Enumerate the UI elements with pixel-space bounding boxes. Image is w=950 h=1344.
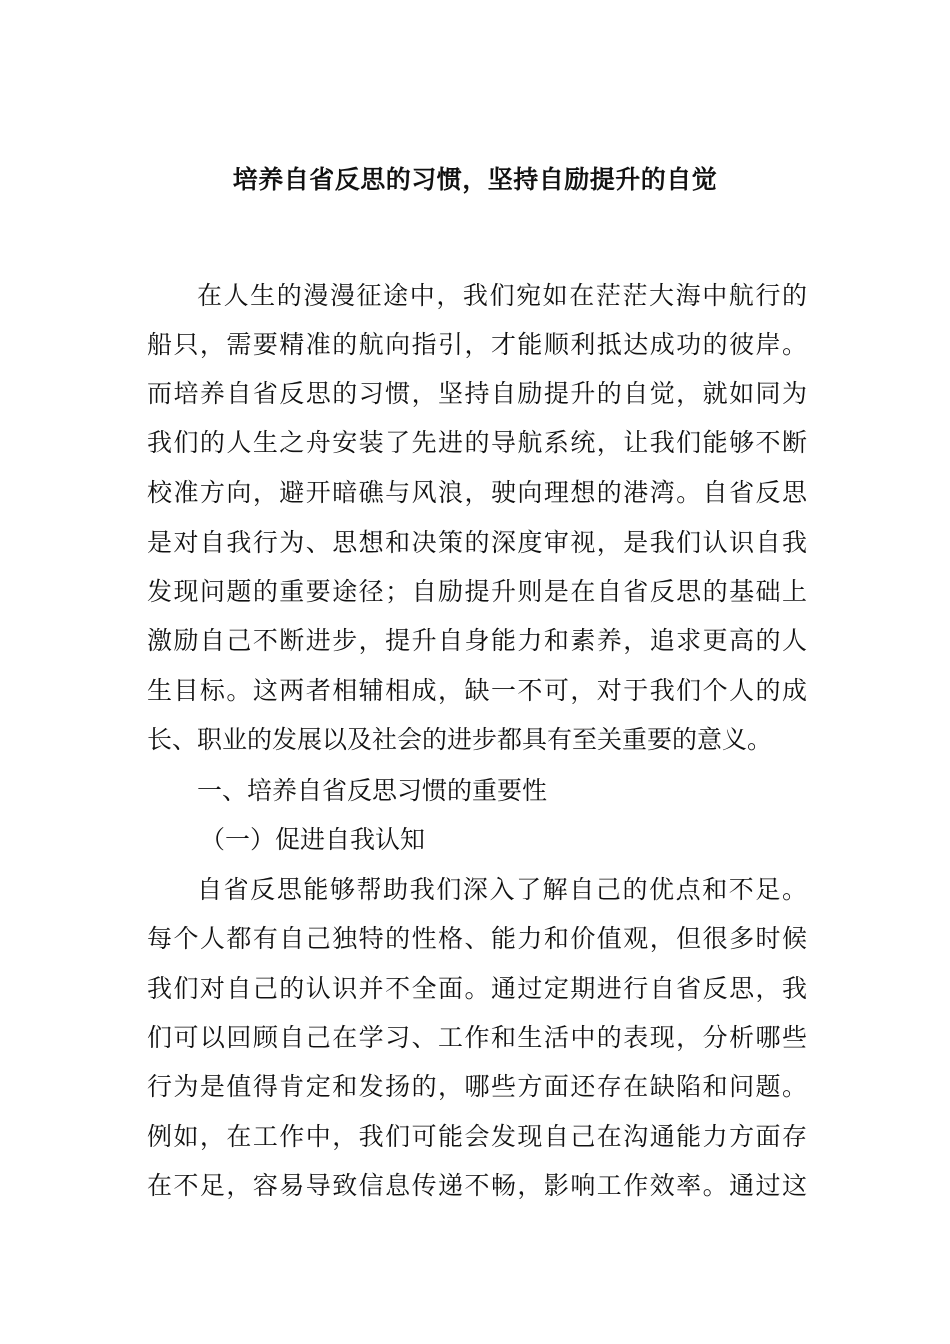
subsection-heading: （一）促进自我认知 xyxy=(200,825,426,854)
section-heading: 一、培养自省反思习惯的重要性 xyxy=(197,776,548,805)
paragraph-line: 生目标。这两者相辅相成，缺一不可，对于我们个人的成 xyxy=(147,676,807,705)
paragraph-line: 每个人都有自己独特的性格、能力和价值观，但很多时候 xyxy=(147,924,807,953)
paragraph-line: 是对自我行为、思想和决策的深度审视，是我们认识自我 xyxy=(147,528,807,557)
paragraph-line: 在人生的漫漫征途中，我们宛如在茫茫大海中航行的 xyxy=(197,281,807,310)
paragraph-line: 自省反思能够帮助我们深入了解自己的优点和不足。 xyxy=(197,875,807,904)
paragraph-line: 校准方向，避开暗礁与风浪，驶向理想的港湾。自省反思 xyxy=(147,478,807,507)
paragraph-line: 而培养自省反思的习惯，坚持自励提升的自觉，就如同为 xyxy=(147,379,807,408)
paragraph-line: 发现问题的重要途径；自励提升则是在自省反思的基础上 xyxy=(147,577,807,606)
paragraph-line: 们可以回顾自己在学习、工作和生活中的表现，分析哪些 xyxy=(147,1023,807,1052)
paragraph-line: 船只，需要精准的航向指引，才能顺利抵达成功的彼岸。 xyxy=(147,330,807,359)
paragraph-line: 长、职业的发展以及社会的进步都具有至关重要的意义。 xyxy=(147,725,773,754)
paragraph-line: 行为是值得肯定和发扬的，哪些方面还存在缺陷和问题。 xyxy=(147,1072,807,1101)
document-title: 培养自省反思的习惯，坚持自励提升的自觉 xyxy=(232,165,718,194)
paragraph-line: 我们对自己的认识并不全面。通过定期进行自省反思，我 xyxy=(147,974,807,1003)
paragraph-line: 我们的人生之舟安装了先进的导航系统，让我们能够不断 xyxy=(147,428,807,457)
paragraph-line: 在不足，容易导致信息传递不畅，影响工作效率。通过这 xyxy=(147,1171,807,1200)
paragraph-line: 例如，在工作中，我们可能会发现自己在沟通能力方面存 xyxy=(147,1122,807,1151)
paragraph-line: 激励自己不断进步，提升自身能力和素养，追求更高的人 xyxy=(147,626,807,655)
